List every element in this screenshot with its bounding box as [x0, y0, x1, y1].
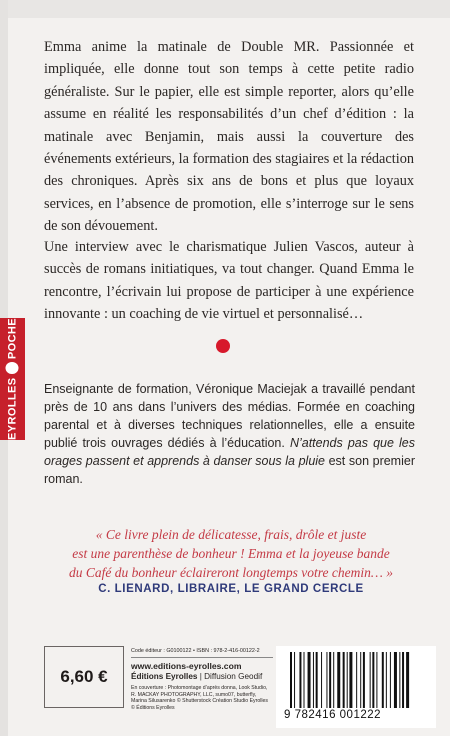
press-quote-line-3: du Café du bonheur éclaireront longtemps votre chemin… » [69, 565, 393, 580]
editor-code-isbn: Code éditeur : G0100122 • ISBN : 978-2-416-00122-2 [131, 648, 273, 658]
blurb-paragraph-1: Emma anime la matinale de Double MR. Passionnée et impliquée, elle donne tout son temps à cette petite radio généraliste. Sur le papier, elle est simple reporter, alors qu’elle assume en réalité les responsabilités d’un chef d’édition : la matinale avec Benjamin, mais aussi la couverture des événements extérieurs, la formation des stagiaires et la rédaction des chroniques. Après six ans de bons et plus que loyaux services, en l’absence de promotion, elle s’interroge sur le sens de son dévouement. [44, 39, 414, 235]
collection-label [6, 318, 19, 440]
cover-footer [44, 646, 436, 730]
dot-icon [6, 362, 19, 374]
publisher-line: Éditions Eyrolles | Diffusion Geodif [131, 672, 263, 681]
author-bio [44, 380, 415, 488]
press-quote [36, 525, 426, 582]
price-box [44, 646, 124, 708]
collection-name-right: POCHE [6, 318, 18, 360]
isbn-barcode-number: 9 782416 001222 [284, 709, 382, 721]
photo-credits: En couverture : Photomontage d’après donna, Look Studio, R. MACKAY PHOTOGRAPHY, LLC, sumo07, butterfly, Marina Silusarenko © Shutterstock Création Studio Eyrolles © Éditions Eyrolles [131, 685, 269, 711]
author-bio-text: Enseignante de formation, Véronique Maciejak a travaillé pendant près de 10 ans dans l’univers des médias. Formée en coaching parental et à diverses techniques relationnelles, elle a ensuite publié trois ouvrages dédiés à l’éducation. [44, 382, 415, 450]
blurb-paragraph-2: Une interview avec le charismatique Julien Vascos, auteur à succès de romans initiatiques, va tout changer. Quand Emma le rencontre, l’écrivain lui propose de participer à une expérience innovante : un coaching de vie virtuel et personnalisé… [44, 239, 414, 323]
price: 6,60 € [60, 667, 108, 686]
cover-top-edge [0, 0, 450, 18]
separator-dot-icon [216, 339, 230, 353]
author-bio-tail: est son premier roman. [44, 454, 415, 486]
press-quote-line-1: « Ce livre plein de délicatesse, frais, drôle et juste [95, 527, 367, 542]
isbn-barcode-icon [290, 652, 428, 708]
distributor-name: Diffusion Geodif [204, 672, 263, 681]
author-bio-book-title: N’attends pas que les orages passent et apprends à danser sous la pluie [44, 436, 416, 468]
publisher-website: www.editions-eyrolles.com [131, 661, 242, 671]
barcode-panel [276, 646, 436, 728]
collection-name-left: EYROLLES [6, 377, 18, 440]
publisher-info [131, 648, 273, 711]
press-quote-author: C. LIENARD, LIBRAIRE, LE GRAND CERCLE [98, 583, 364, 595]
press-quote-line-2: est une parenthèse de bonheur ! Emma et la joyeuse bande [72, 546, 390, 561]
publisher-name: Éditions Eyrolles [131, 672, 198, 681]
